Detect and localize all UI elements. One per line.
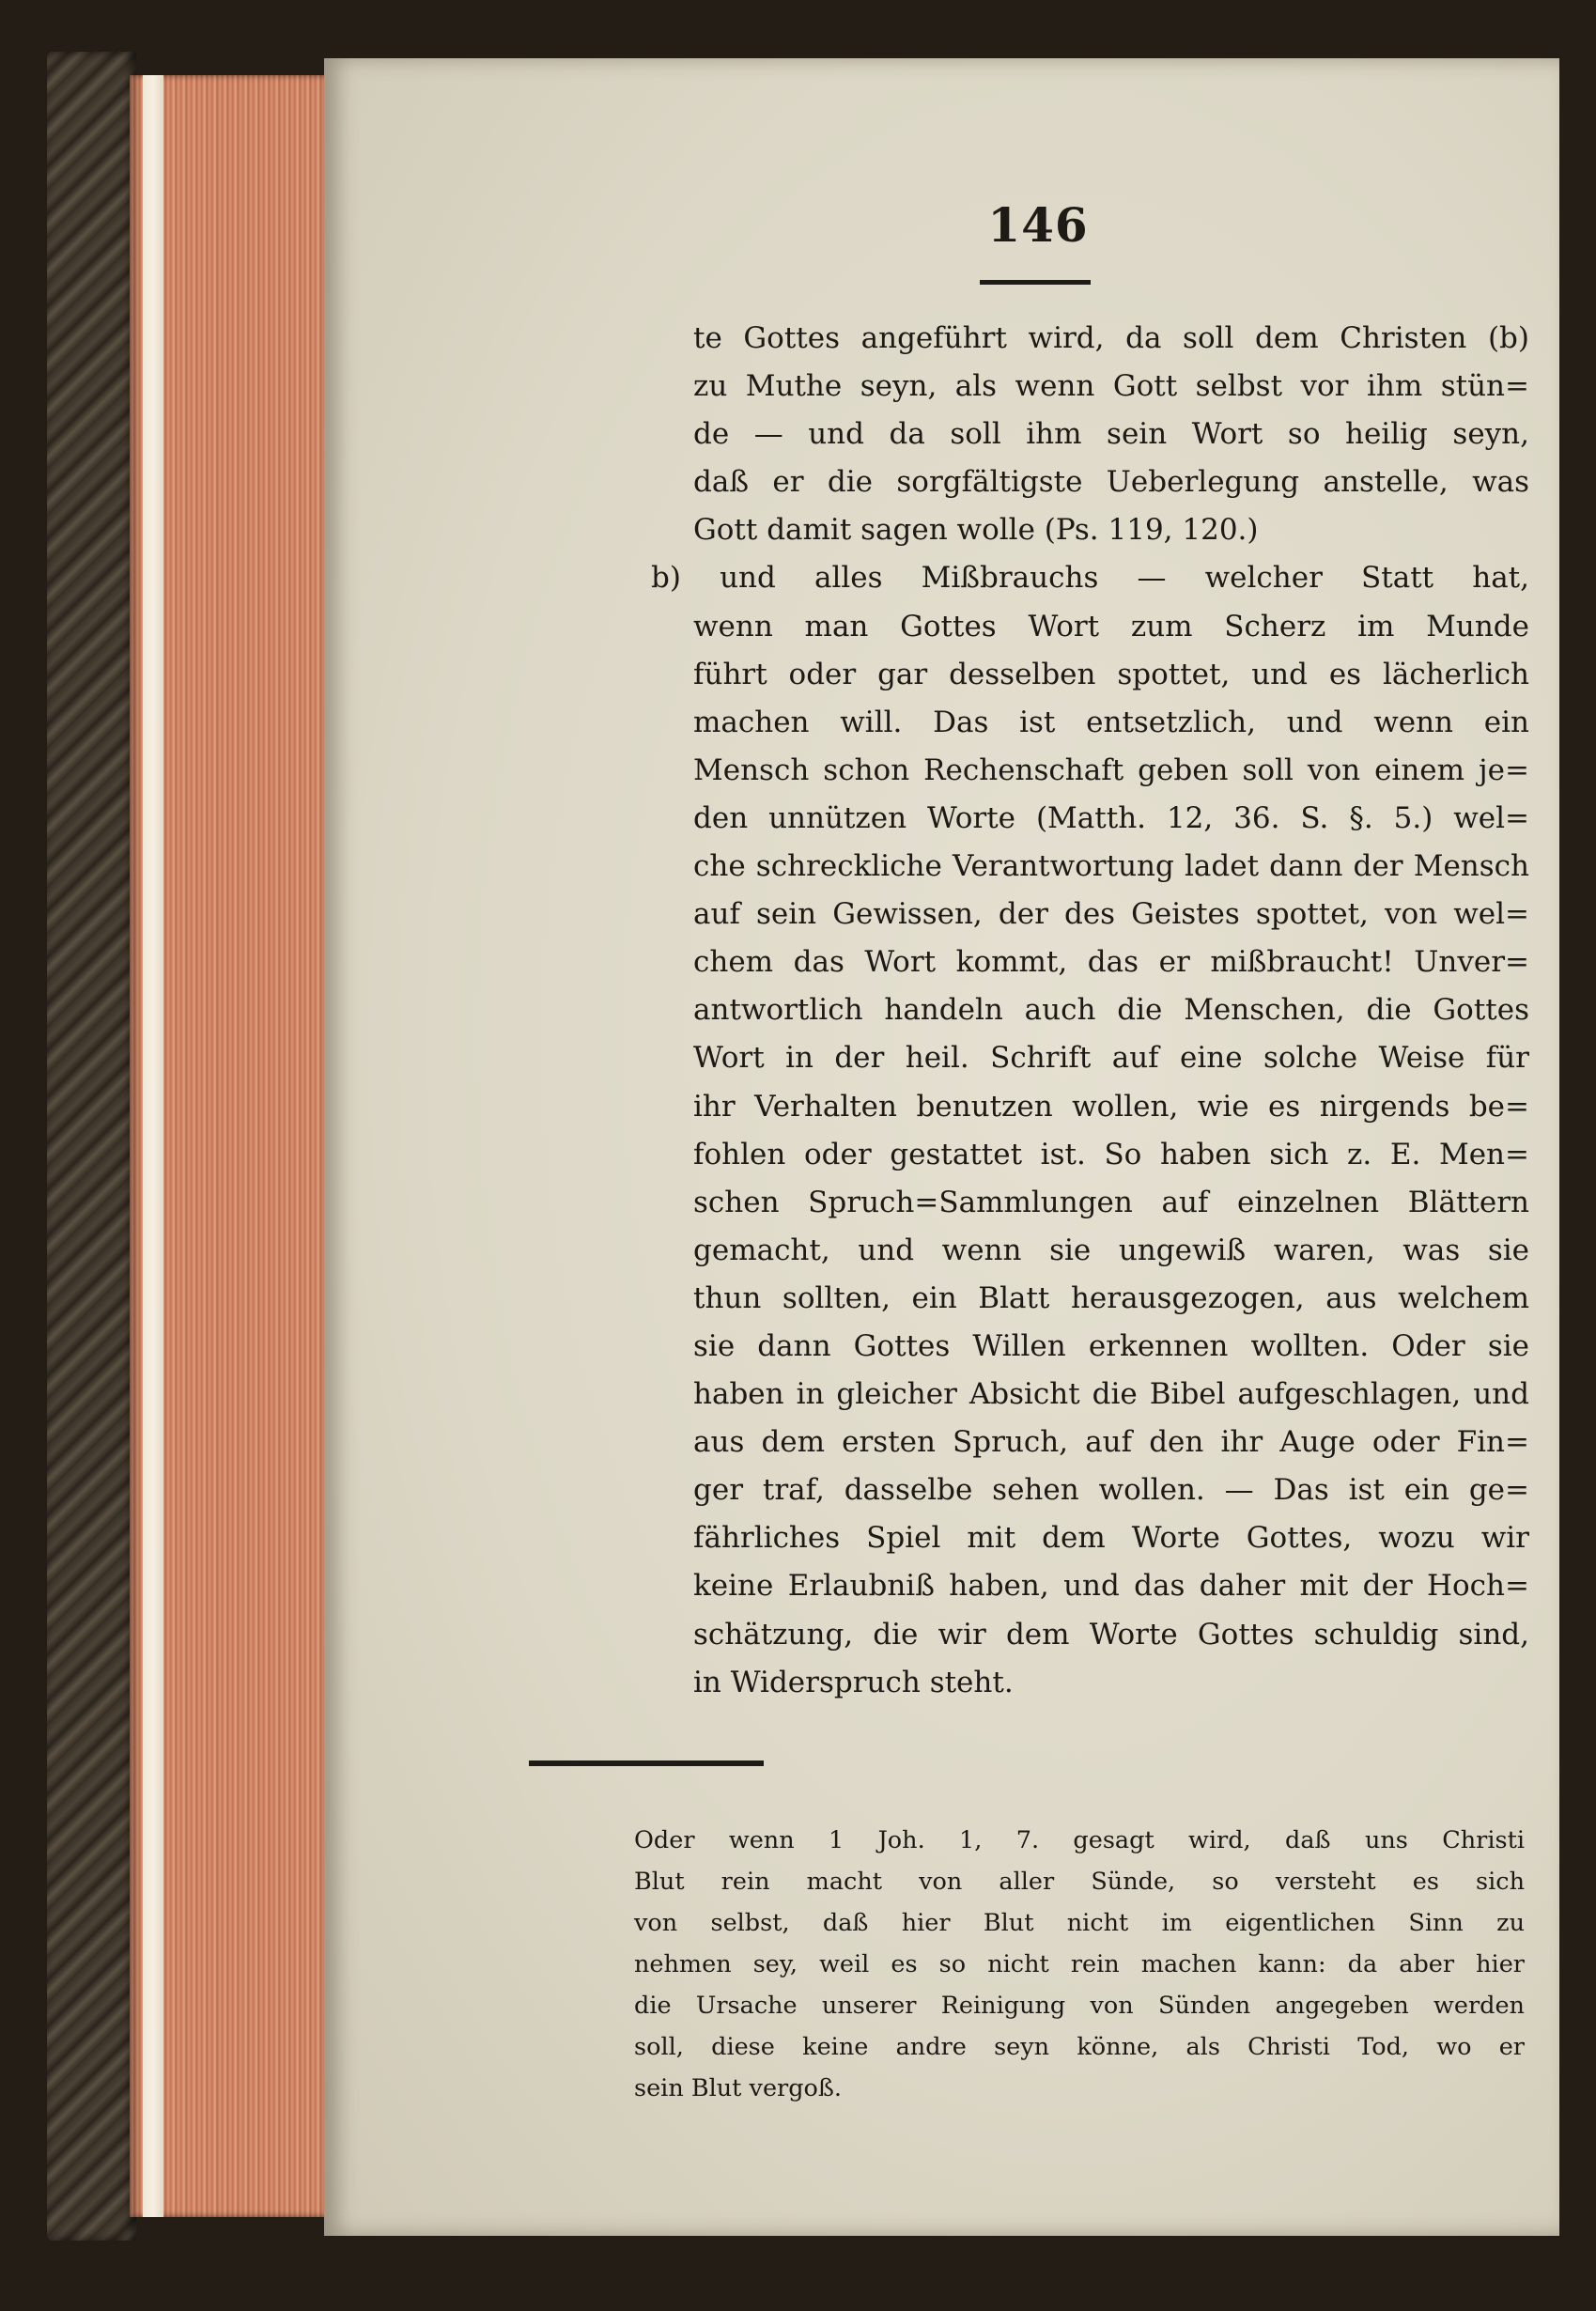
text-line: thun sollten, ein Blatt herausgezogen, aus welchem [693, 1280, 1529, 1315]
text-line: ger traf, dasselbe sehen wollen. — Das ist ein ge= [693, 1473, 1529, 1508]
text-line: in Widerspruch steht. [693, 1665, 1014, 1699]
text-line: zu Muthe seyn, als wenn Gott selbst vor ihm stün= [693, 369, 1529, 404]
text-line: che schreckliche Verantwortung ladet dann der Mensch [693, 849, 1529, 884]
text-line: aus dem ersten Spruch, auf den ihr Auge oder Fin= [693, 1425, 1529, 1460]
footnote-text [634, 1820, 1525, 2109]
body-text [651, 315, 1529, 1707]
header-rule [980, 280, 1091, 285]
footnote-line: Blut rein macht von aller Sünde, so versteht es sich [634, 1868, 1525, 1896]
text-line: fohlen oder gestattet ist. So haben sich z. E. Men= [693, 1137, 1529, 1171]
text-line: sie dann Gottes Willen erkennen wollten. Oder sie [693, 1328, 1529, 1363]
text-line: Wort in der heil. Schrift auf eine solche Weise für [693, 1041, 1529, 1076]
text-line: auf sein Gewissen, der des Geistes spottet, von wel= [693, 897, 1529, 932]
footnote-line: soll, diese keine andre seyn könne, als Christi Tod, wo er [634, 2033, 1525, 2061]
text-line: antwortlich handeln auch die Menschen, die Gottes [693, 993, 1529, 1028]
text-line: gemacht, und wenn sie ungewiß waren, was sie [693, 1233, 1529, 1267]
text-line: schätzung, die wir dem Worte Gottes schuldig sind, [693, 1617, 1529, 1652]
text-line: daß er die sorgfältigste Ueberlegung anstelle, was [693, 465, 1529, 500]
text-line: den unnützen Worte (Matth. 12, 36. S. §. 5.) wel= [693, 800, 1529, 835]
text-line: te Gottes angeführt wird, da soll dem Christen (b) [693, 321, 1529, 355]
text-line: schen Spruch=Sammlungen auf einzelnen Blättern [693, 1185, 1529, 1219]
text-line: b) und alles Mißbrauchs — welcher Statt hat, [651, 561, 1529, 596]
text-line: wenn man Gottes Wort zum Scherz im Munde [693, 609, 1529, 644]
text-line: Gott damit sagen wolle (Ps. 119, 120.) [693, 513, 1259, 548]
footnote-line: sein Blut vergoß. [634, 2074, 843, 2102]
footnote-line: Oder wenn 1 Joh. 1, 7. gesagt wird, daß uns Christi [634, 1826, 1525, 1854]
page-number: 146 [987, 197, 1089, 253]
footnote-line: die Ursache unserer Reinigung von Sünden angegeben werden [634, 1992, 1525, 2020]
text-line: haben in gleicher Absicht die Bibel aufgeschlagen, und [693, 1377, 1529, 1412]
footnote-rule [529, 1760, 764, 1766]
text-line: fährliches Spiel mit dem Worte Gottes, wozu wir [693, 1521, 1529, 1556]
text-line: ihr Verhalten benutzen wollen, wie es nirgends be= [693, 1089, 1529, 1124]
text-line: machen will. Das ist entsetzlich, und wenn ein [693, 705, 1529, 739]
book-cover-edge [47, 52, 136, 2241]
text-line: führt oder gar desselben spottet, und es lächerlich [693, 657, 1529, 691]
text-line: Mensch schon Rechenschaft geben soll von einem je= [693, 752, 1529, 787]
text-line: de — und da soll ihm sein Wort so heilig seyn, [693, 417, 1529, 452]
footnote-line: nehmen sey, weil es so nicht rein machen kann: da aber hier [634, 1950, 1525, 1978]
text-line: keine Erlaubniß haben, und das daher mit der Hoch= [693, 1569, 1529, 1604]
footnote-line: von selbst, daß hier Blut nicht im eigentlichen Sinn zu [634, 1909, 1525, 1937]
page-edges [130, 75, 329, 2217]
text-line: chem das Wort kommt, das er mißbraucht! Unver= [693, 945, 1529, 980]
